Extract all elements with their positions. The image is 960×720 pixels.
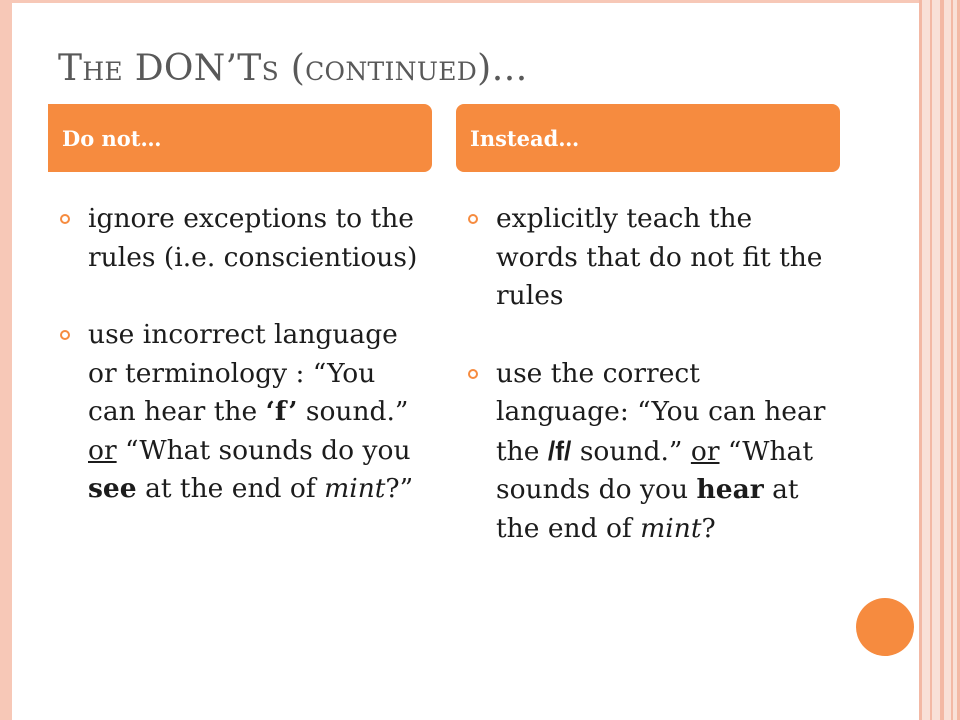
slide-title [58, 48, 528, 89]
title-part: )… [477, 48, 528, 89]
item-text-bold: see [88, 473, 137, 504]
instead-column [468, 200, 838, 548]
frame-stripe [930, 0, 932, 720]
title-part: HE [82, 57, 123, 86]
item-text-underline: or [690, 435, 720, 467]
item-text: explicitly teach the words that do not fit the rules [496, 203, 823, 311]
item-text: sound.” [297, 396, 409, 427]
bullet-icon [60, 330, 70, 340]
bullet-icon [468, 369, 478, 379]
item-text-underline: or [88, 434, 117, 466]
header-instead: Instead… [456, 104, 840, 172]
item-text-bold: /f/ [547, 435, 572, 466]
title-part: ( [290, 48, 306, 89]
bullet-icon [60, 214, 70, 224]
frame-stripe [951, 0, 953, 720]
item-text: ? [701, 512, 716, 544]
item-text: sound.” [571, 435, 691, 467]
item-text: at the end of [496, 474, 799, 544]
frame-stripe [919, 0, 922, 720]
slide-frame-top [0, 0, 920, 3]
item-text-bold: ‘f’ [265, 396, 298, 427]
title-part: S [261, 57, 279, 86]
slide-frame-left [0, 0, 12, 720]
item-text-italic: mint [324, 473, 386, 504]
title-part: T [58, 48, 83, 89]
frame-stripe [940, 0, 944, 720]
list-item [468, 200, 838, 316]
item-text: ignore exceptions to the rules (i.e. conscientious) [88, 203, 418, 273]
item-text: “What sounds do you [116, 434, 411, 466]
item-text: “What sounds do you [496, 435, 813, 505]
list-item [60, 316, 430, 509]
header-do-not: Do not… [48, 104, 432, 172]
list-item [468, 355, 838, 549]
item-text: use the correct language: “You can hear the [496, 357, 826, 467]
title-part: DON’T [134, 48, 262, 89]
item-text: at the end of [136, 473, 325, 504]
item-text-italic: mint [640, 512, 702, 544]
decorative-circle [856, 598, 914, 656]
bullet-icon [468, 214, 478, 224]
list-item [60, 200, 430, 277]
do-not-column [60, 200, 430, 509]
item-text: ?” [385, 473, 414, 504]
title-part: CONTINUED [305, 57, 478, 86]
item-text: use incorrect language or terminology : “You can hear the [88, 319, 398, 427]
item-text-bold: hear [696, 474, 764, 505]
